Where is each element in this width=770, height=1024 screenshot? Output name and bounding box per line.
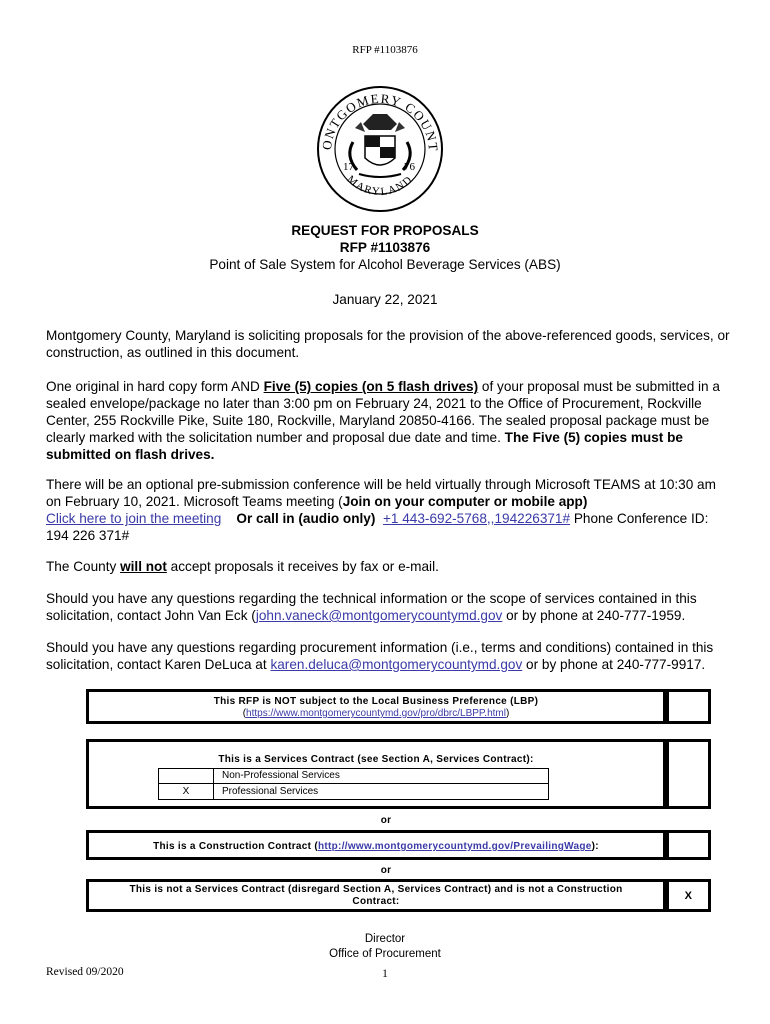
intro-paragraph: Montgomery County, Maryland is soliciting proposals for the provision of the above-referenced goods, services, or construction, as outlined in this document. <box>46 328 730 360</box>
conference-text-a: There will be an optional pre-submission conference will be held virtually through Microsoft TEAMS at 10:30 am on February 10, 2021. Microsoft Teams meeting ( <box>46 477 716 509</box>
signature-block <box>0 932 770 962</box>
seal-year-right: 76 <box>404 161 415 173</box>
page-number: 1 <box>382 968 388 980</box>
submission-text-b: Five (5) copies (on 5 flash drives) <box>263 379 479 394</box>
seal-arc-bottom: MARYLAND <box>344 173 416 199</box>
submission-text-c: of your proposal must be submitted in a sealed envelope/package no later than 3:00 pm on February 24, 2021 to the Office of Procurement, Rockville Center, 255 Rockville Pike, Suite 180, Rockville, Maryland 20850-4166. The sealed proposal package must be clearly marked with the solicitation number and proposal due date and time. <box>46 379 720 445</box>
fax-paragraph <box>46 558 730 575</box>
submission-paragraph <box>46 378 730 463</box>
technical-text-b: or by phone at 240-777-1959. <box>502 608 686 623</box>
lbp-checkbox[interactable] <box>666 689 711 724</box>
professional-mark: X <box>182 786 190 797</box>
services-title: This is a Services Contract (see Section A, Services Contract): <box>218 754 534 765</box>
submission-text-d: The Five (5) copies must be submitted on flash drives. <box>46 430 683 462</box>
professional-label-cell <box>213 783 549 800</box>
title-line2: RFP #1103876 <box>339 240 431 255</box>
title-date: January 22, 2021 <box>332 292 438 307</box>
title-line3: Point of Sale System for Alcohol Beverage Services (ABS) <box>209 257 561 272</box>
construction-box <box>86 830 666 860</box>
call-in-phone-link[interactable]: +1 443-692-5768,,194226371# <box>382 511 571 526</box>
revised-date: Revised 09/2020 <box>46 966 124 978</box>
technical-contact-paragraph <box>46 590 730 624</box>
construction-text <box>89 841 663 853</box>
submission-text-a: One original in hard copy form AND <box>46 379 264 394</box>
header-rfp-number: RFP #1103876 <box>352 44 418 56</box>
fax-text-b: will not <box>120 559 167 574</box>
technical-email-link[interactable]: john.vaneck@montgomerycountymd.gov <box>255 608 503 623</box>
conference-text-b: Join on your computer or mobile app) <box>342 494 588 509</box>
call-in-label: Or call in (audio only) <box>236 511 376 526</box>
construction-checkbox[interactable] <box>666 830 711 860</box>
neither-box <box>86 879 666 912</box>
procurement-text-a: Should you have any questions regarding procurement information (i.e., terms and conditions) contained in this solicitation, contact Karen DeLuca at <box>46 640 714 672</box>
title-block <box>0 222 770 308</box>
lbp-text: This RFP is NOT subject to the Local Business Preference (LBP) <box>213 696 539 707</box>
non-professional-label: Non-Professional Services <box>222 770 340 781</box>
professional-label: Professional Services <box>222 786 319 797</box>
fax-text-c: accept proposals it receives by fax or e-mail. <box>166 559 439 574</box>
non-professional-label-cell <box>213 768 549 784</box>
neither-checkbox[interactable] <box>666 879 711 912</box>
construction-text-b: ): <box>591 841 599 852</box>
prevailing-wage-link[interactable]: http://www.montgomerycountymd.gov/PrevailingWage <box>317 841 592 852</box>
join-meeting-link[interactable]: Click here to join the meeting <box>46 511 222 526</box>
professional-mark-cell[interactable] <box>158 783 214 800</box>
neither-line1: This is not a Services Contract (disregard Section A, Services Contract) and is not a Construction <box>129 884 623 895</box>
construction-text-a: This is a Construction Contract ( <box>153 841 318 852</box>
lbp-box <box>86 689 666 724</box>
non-professional-mark-cell[interactable] <box>158 768 214 784</box>
or-separator-2: or <box>380 865 392 876</box>
conference-paragraph <box>46 476 730 544</box>
procurement-text-b: or by phone at 240-777-9917. <box>522 657 706 672</box>
title-line1: REQUEST FOR PROPOSALS <box>291 223 479 238</box>
county-seal <box>315 84 445 214</box>
signer-title: Director <box>364 933 406 945</box>
procurement-email-link[interactable]: karen.deluca@montgomerycountymd.gov <box>270 657 523 672</box>
signer-office: Office of Procurement <box>329 948 441 960</box>
neither-checkbox-mark: X <box>684 890 693 902</box>
lbp-link[interactable]: https://www.montgomerycountymd.gov/pro/dbrc/LBPP.html <box>246 708 506 719</box>
conference-id-text: Phone Conference ID: 194 226 371# <box>46 511 709 543</box>
services-checkbox[interactable] <box>666 739 711 809</box>
crest-icon <box>350 114 410 177</box>
seal-arc-top: ONTGOMERY COUNT <box>318 90 442 153</box>
seal-year-left: 17 <box>343 161 354 173</box>
technical-text-a: Should you have any questions regarding the technical information or the scope of services contained in this solicitation, contact John Van Eck ( <box>46 591 697 623</box>
lbp-link-row: (https://www.montgomerycountymd.gov/pro/dbrc/LBPP.html) <box>242 708 510 719</box>
fax-text-a: The County <box>46 559 121 574</box>
neither-line2: Contract: <box>352 896 400 907</box>
procurement-contact-paragraph <box>46 639 730 673</box>
or-separator-1: or <box>380 815 392 826</box>
